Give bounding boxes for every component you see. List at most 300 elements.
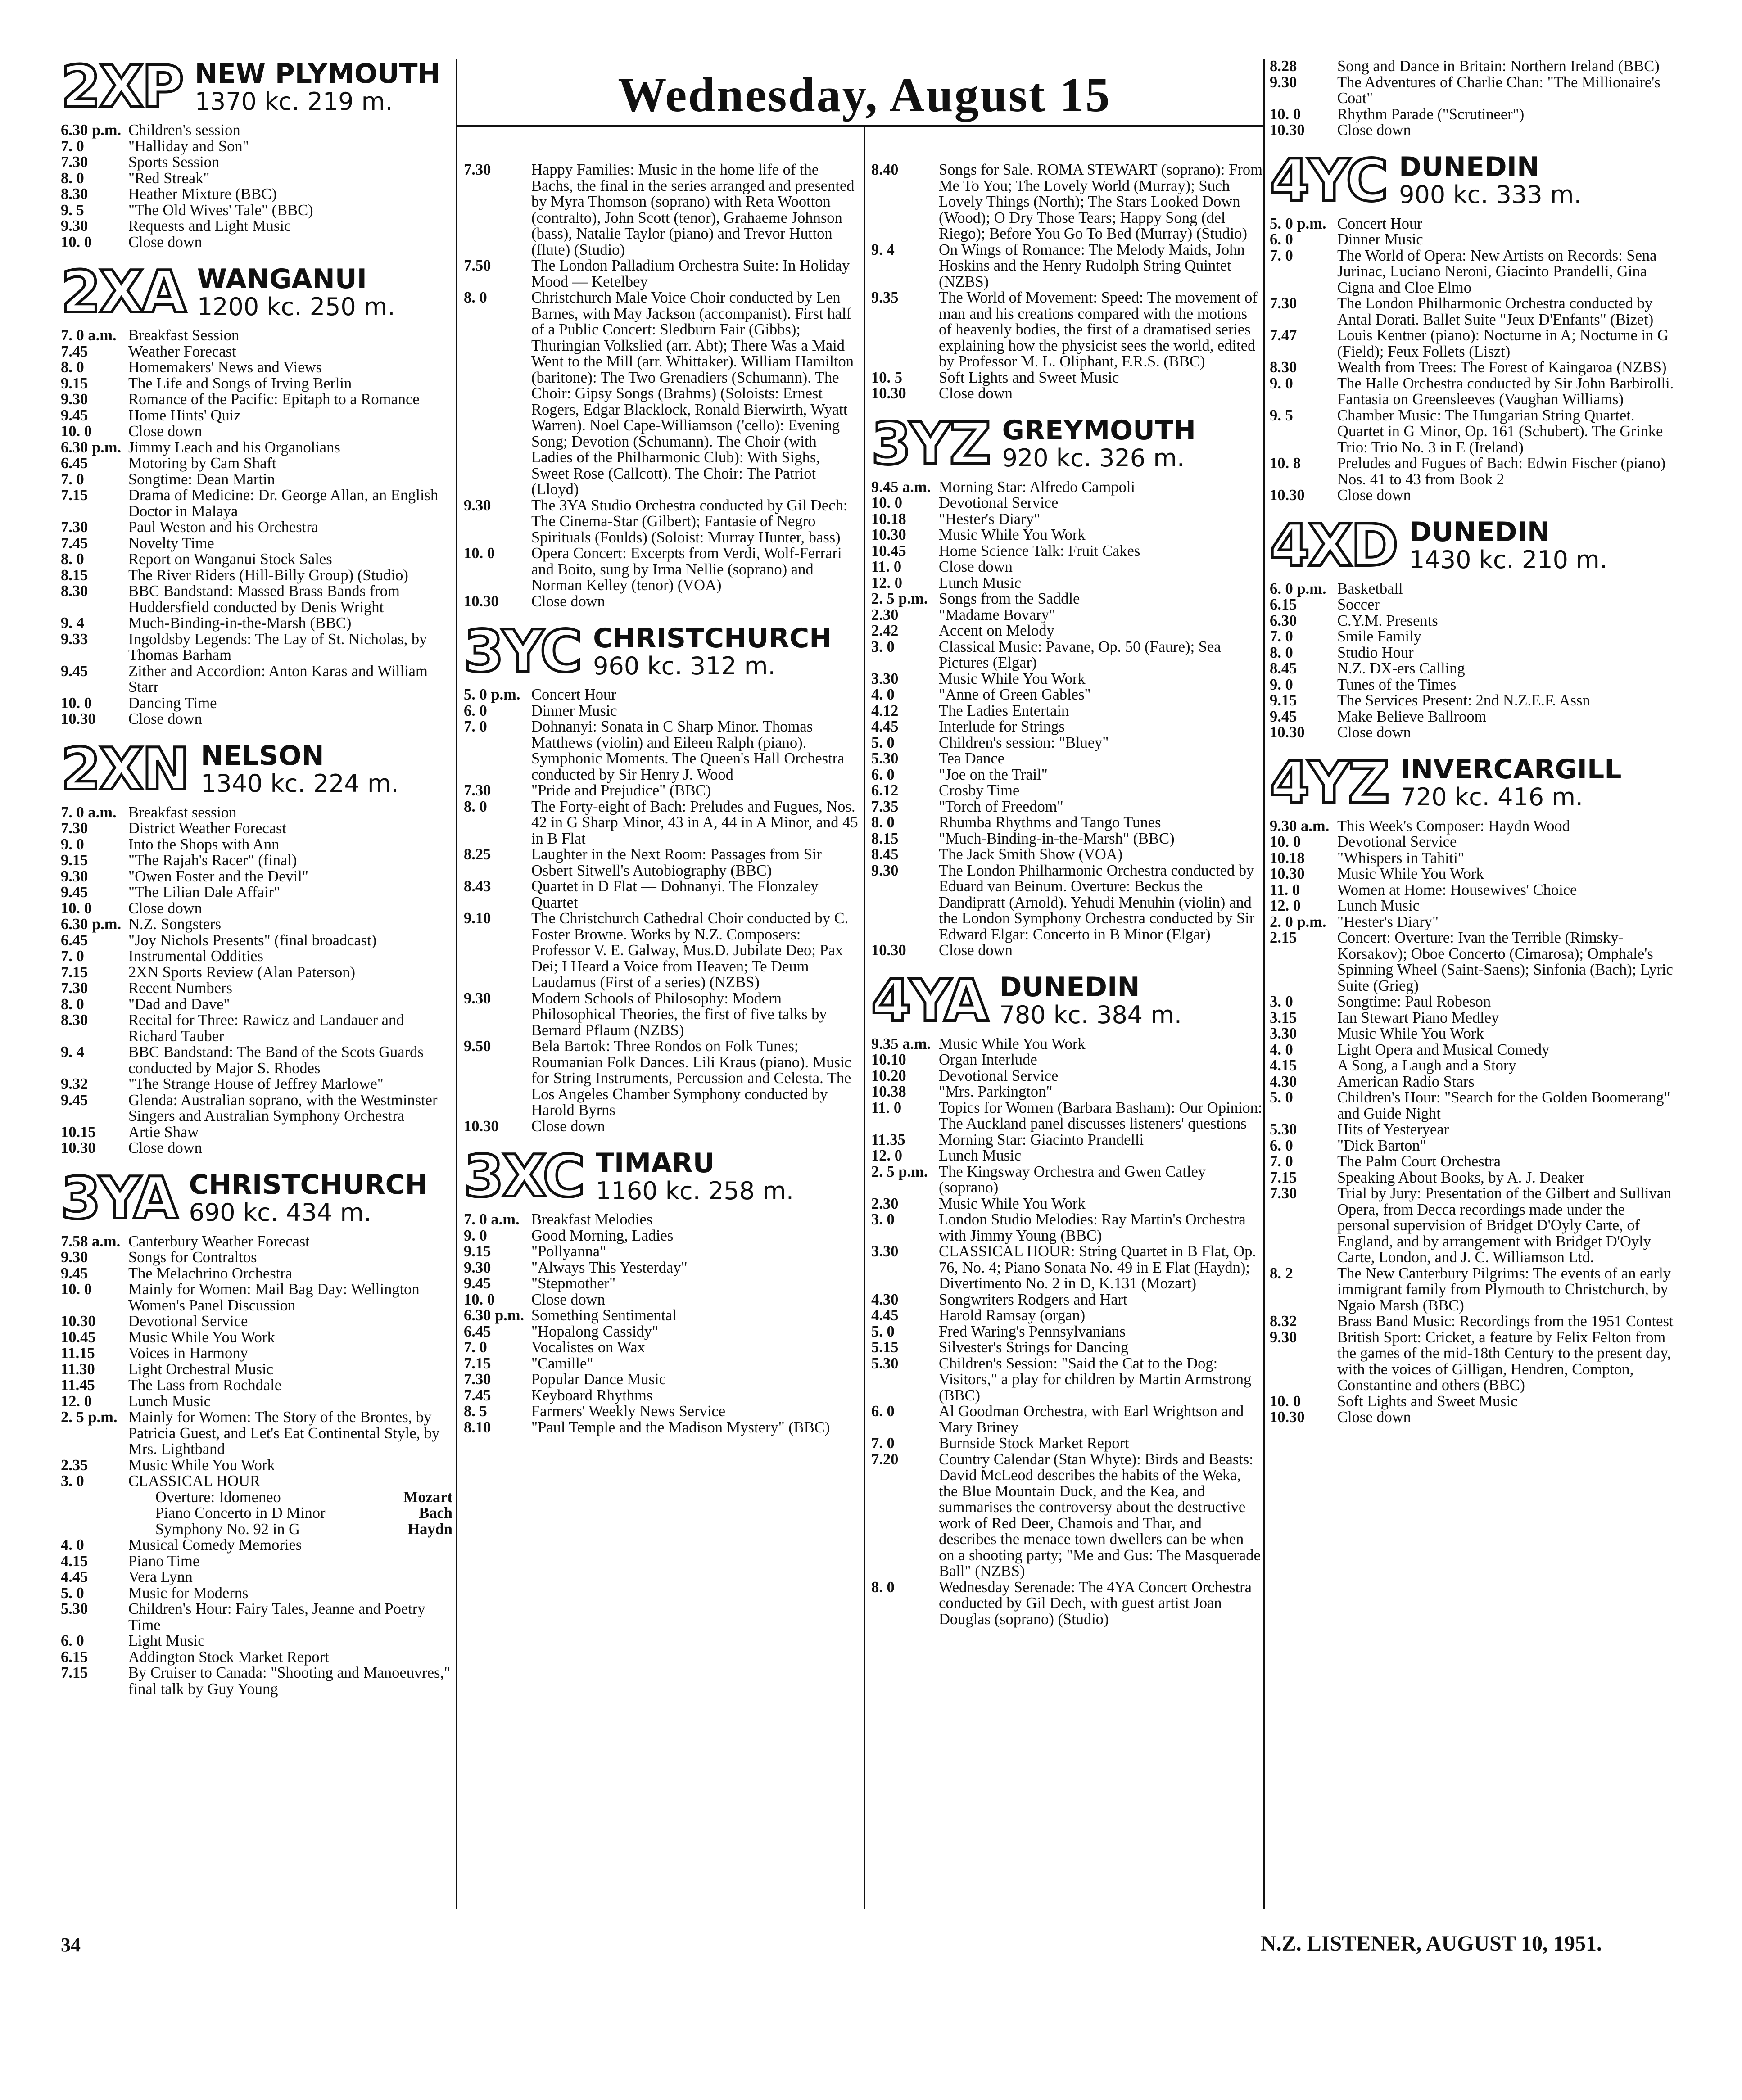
program-entry	[464, 1260, 860, 1276]
program-title: Devotional Service	[939, 494, 1059, 511]
program-time: 10.30	[1270, 724, 1305, 741]
program-title: Close down	[1337, 724, 1411, 741]
program-entry	[1270, 1074, 1675, 1090]
program-entry	[464, 1292, 860, 1308]
program-time: 7.35	[871, 798, 899, 815]
program-time: 8.28	[1270, 58, 1297, 75]
callsign: 4YC	[1270, 147, 1387, 214]
program-title: Concert Hour	[531, 686, 616, 703]
program-title: "Camille"	[531, 1355, 593, 1372]
program-entry	[871, 1244, 1263, 1292]
program-title: Hits of Yesteryear	[1337, 1121, 1449, 1138]
column-2	[464, 162, 860, 1436]
program-entry	[61, 1585, 452, 1602]
program-title: Children's session	[128, 122, 240, 139]
program-entry	[61, 583, 452, 615]
callsign: 2XA	[61, 259, 185, 326]
program-entry	[871, 370, 1263, 386]
station-3xc	[464, 1143, 860, 1210]
program-time: 9.45	[464, 1275, 491, 1292]
program-entry	[61, 122, 452, 139]
program-time: 7. 0	[464, 1339, 487, 1356]
program-title: Wednesday Serenade: The 4YA Concert Orchestra conducted by Gil Dech, with guest artist Joan Douglas (soprano) (Studio)	[939, 1578, 1252, 1628]
program-entry	[61, 615, 452, 632]
program-title: Children's Hour: Fairy Tales, Jeanne and Poetry Time	[128, 1600, 425, 1634]
station-frequency: 1340 kc. 224 m.	[200, 769, 399, 798]
program-title: Into the Shops with Ann	[128, 835, 280, 853]
program-title: Much-Binding-in-the-Marsh (BBC)	[128, 614, 352, 632]
program-title: CLASSICAL HOUR: String Quartet in B Flat, Op. 76, No. 4; Piano Sonata No. 49 in E Flat (Haydn); Divertimento No. 2 in D, K.131 (Mozart)	[939, 1243, 1257, 1292]
program-time: 9.35	[871, 289, 899, 306]
program-entry	[464, 1119, 860, 1135]
program-time: 9. 4	[61, 614, 84, 632]
program-title: Recent Numbers	[128, 980, 232, 997]
program-time: 7.45	[464, 1386, 491, 1404]
program-time: 6.45	[61, 931, 88, 949]
program-time: 8. 0	[464, 798, 487, 815]
program-time: 4. 0	[61, 1536, 84, 1554]
program-entry	[1270, 232, 1675, 248]
program-title: Rhythm Parade ("Scrutineer")	[1337, 105, 1525, 123]
program-entry	[871, 799, 1263, 815]
station-3yc	[464, 618, 860, 685]
program-entry	[61, 695, 452, 712]
callsign: 2XP	[61, 54, 182, 121]
program-title: The Melachrino Orchestra	[128, 1265, 293, 1282]
program-title: Music While You Work	[939, 526, 1086, 543]
program-entry	[61, 186, 452, 203]
program-title: Louis Kentner (piano): Nocturne in A; Nocturne in G (Field); Feux Follets (Liszt)	[1337, 327, 1669, 360]
station-3ya	[61, 1165, 452, 1232]
program-entry	[1270, 456, 1675, 488]
program-entry	[871, 1308, 1263, 1324]
program-time: 6. 0 p.m.	[1270, 580, 1326, 597]
program-time: 4. 0	[1270, 1041, 1293, 1058]
program-entry	[871, 1196, 1263, 1212]
station-frequency: 1160 kc. 258 m.	[596, 1176, 794, 1205]
program-title: Quartet in D Flat — Dohnanyi. The Flonzaley Quartet	[531, 878, 819, 911]
program-time: 9. 0	[61, 835, 84, 853]
program-title: "Much-Binding-in-the-Marsh" (BBC)	[939, 830, 1175, 847]
callsign: 3YZ	[871, 410, 990, 478]
program-entry	[464, 162, 860, 258]
program-title: District Weather Forecast	[128, 820, 287, 837]
program-entry	[61, 1346, 452, 1362]
program-entry	[464, 1276, 860, 1292]
program-time: 8.30	[61, 583, 88, 600]
program-time: 4.45	[61, 1568, 88, 1585]
program-title: Good Morning, Ladies	[531, 1227, 674, 1244]
station-city: DUNEDIN	[1409, 516, 1550, 548]
program-title: Paul Weston and his Orchestra	[128, 519, 319, 536]
program-title: Silvester's Strings for Dancing	[939, 1339, 1129, 1356]
program-entry	[871, 1292, 1263, 1308]
program-title: "Dick Barton"	[1337, 1137, 1426, 1154]
program-time: 10. 0	[464, 1291, 495, 1308]
program-title: Children's Hour: "Search for the Golden Boomerang" and Guide Night	[1337, 1089, 1670, 1122]
program-entry	[1270, 1138, 1675, 1154]
program-time: 3. 0	[871, 638, 895, 655]
program-time: 4.30	[1270, 1073, 1297, 1090]
program-title: BBC Bandstand: Massed Brass Bands from Huddersfield conducted by Denis Wright	[128, 583, 400, 616]
program-entry	[61, 1282, 452, 1314]
program-entry	[871, 591, 1263, 607]
program-time: 9. 5	[61, 201, 84, 219]
program-entry	[1270, 994, 1675, 1010]
program-time: 5.15	[871, 1339, 899, 1356]
program-time: 9.30 a.m.	[1270, 817, 1330, 835]
program-time: 8. 0	[871, 814, 895, 831]
program-time: 8.15	[61, 566, 88, 584]
program-entry	[61, 1140, 452, 1156]
program-title: Concert: Overture: Ivan the Terrible (Rimsky-Korsakov); Oboe Concerto (Cimarosa); Omphale's Spinning Wheel (Saint-Saens); Sinfonia (Bach); Lyric Suite (Grieg)	[1337, 929, 1673, 994]
program-entry	[464, 1308, 860, 1324]
program-time: 7.30	[1270, 1185, 1297, 1202]
program-title: Artie Shaw	[128, 1123, 199, 1141]
program-title: "Red Streak"	[128, 169, 210, 187]
program-title: "Stepmother"	[531, 1275, 616, 1292]
program-time: 3.30	[871, 1243, 899, 1260]
program-title: "Whispers in Tahiti"	[1337, 849, 1464, 867]
program-entry	[871, 623, 1263, 639]
program-title: On Wings of Romance: The Melody Maids, John Hoskins and the Henry Rudolph String Quintet (NZBS)	[939, 241, 1245, 290]
program-list	[61, 805, 452, 1156]
program-title: Songtime: Dean Martin	[128, 470, 275, 488]
program-title: Make Believe Ballroom	[1337, 708, 1487, 725]
program-title: Piano Time	[128, 1552, 200, 1570]
program-time: 8.43	[464, 878, 491, 895]
program-title: American Radio Stars	[1337, 1073, 1475, 1090]
program-title: Jimmy Leach and his Organolians	[128, 438, 340, 456]
program-entry	[464, 1372, 860, 1388]
program-title: Music While You Work	[1337, 865, 1484, 882]
program-time: 7.15	[61, 487, 88, 504]
program-title: Romance of the Pacific: Epitaph to a Romance	[128, 391, 420, 408]
program-entry	[1270, 661, 1675, 677]
program-entry	[871, 1452, 1263, 1580]
program-time: 4. 0	[871, 686, 895, 703]
program-title: "Paul Temple and the Madison Mystery" (BBC)	[531, 1418, 830, 1436]
program-time: 7.15	[464, 1355, 491, 1372]
program-title: Close down	[939, 942, 1013, 959]
program-time: 8.30	[61, 1012, 88, 1029]
program-title: Basketball	[1337, 580, 1403, 597]
program-title: Farmers' Weekly News Service	[531, 1403, 726, 1420]
program-list	[61, 122, 452, 250]
program-title: "Halliday and Son"	[128, 137, 249, 155]
program-entry	[871, 543, 1263, 560]
program-title: Mainly for Women: The Story of the Brontes, by Patricia Guest, and Let's Eat Continental Style, by Mrs. Lightband	[128, 1409, 440, 1458]
program-entry	[871, 1148, 1263, 1164]
program-entry	[1270, 1154, 1675, 1170]
program-time: 8. 0	[61, 359, 84, 376]
program-entry	[464, 991, 860, 1039]
program-list	[1270, 216, 1675, 504]
program-title: "The Lilian Dale Affair"	[128, 884, 280, 901]
program-title: The Halle Orchestra conducted by Sir John Barbirolli. Fantasia on Greensleeves (Vaughan Williams)	[1337, 375, 1674, 408]
program-title: The 3YA Studio Orchestra conducted by Gil Dech: The Cinema-Star (Gilbert); Fantasie of Negro Spirituals (Foulds) (Soloist: Murray Hunter, bass)	[531, 497, 848, 546]
station-frequency: 780 kc. 384 m.	[999, 1001, 1182, 1030]
program-entry	[1270, 693, 1675, 709]
program-title: Music While You Work	[1337, 1025, 1484, 1042]
program-list	[871, 479, 1263, 959]
column-4	[1270, 59, 1675, 1426]
program-entry	[1270, 1409, 1675, 1426]
program-title: Music While You Work	[939, 1035, 1086, 1052]
program-time: 5. 0 p.m.	[1270, 215, 1326, 232]
program-title: Songs for Sale. ROMA STEWART (soprano): From Me To You; The Lovely World (Murray); Such Lovely Things (North); The Stars Looked Down (Wood); O Dry Those Tears; Happy Song (del Riego); Before You Go To Bed (Murray) (Studio)	[939, 161, 1262, 242]
program-title: 2XN Sports Review (Alan Paterson)	[128, 963, 356, 981]
program-entry	[1270, 248, 1675, 296]
program-title: Report on Wanganui Stock Sales	[128, 551, 332, 568]
header-rule	[456, 125, 1265, 127]
program-title: Vera Lynn	[128, 1568, 193, 1585]
program-entry	[1270, 328, 1675, 360]
program-title: Harold Ramsay (organ)	[939, 1307, 1086, 1324]
program-time: 9.30	[61, 1249, 88, 1266]
program-entry	[61, 551, 452, 568]
program-time: 10. 0	[1270, 833, 1301, 850]
program-title: Song and Dance in Britain: Northern Ireland (BBC)	[1337, 58, 1660, 75]
program-title: Breakfast Melodies	[531, 1211, 653, 1228]
program-title: "Owen Foster and the Devil"	[128, 867, 308, 885]
program-title: Accent on Melody	[939, 622, 1054, 639]
program-entry	[871, 1164, 1263, 1196]
program-entry	[1270, 677, 1675, 693]
program-entry	[871, 767, 1263, 783]
program-entry	[464, 594, 860, 610]
program-title: "Hester's Diary"	[1337, 913, 1439, 930]
program-title: Close down	[128, 233, 202, 251]
program-entry	[464, 719, 860, 783]
program-title: The Christchurch Cathedral Choir conducted by C. Foster Browne. Works by N.Z. Composers: Professor V. E. Galway, Mus.D. Jubilate Deo; Pax Dei; I Heard a Voice from Heaven; Te Deum Laudamus (First of a series) (NZBS)	[531, 910, 849, 991]
program-entry	[61, 218, 452, 235]
program-entry	[871, 1052, 1263, 1068]
program-title: Modern Schools of Philosophy: Modern Philosophical Theories, the first of five talks by Bernard Pflaum (NZBS)	[531, 989, 827, 1039]
program-entry	[1270, 122, 1675, 139]
program-time: 8. 0	[1270, 644, 1293, 661]
program-title: The Ladies Entertain	[939, 702, 1069, 719]
column-rule	[456, 59, 457, 1909]
program-title: Light Music	[128, 1632, 205, 1649]
program-entry	[1270, 1170, 1675, 1186]
callsign: 3YA	[61, 1165, 176, 1232]
program-title: Weather Forecast	[128, 343, 236, 360]
program-time: 8.30	[1270, 359, 1297, 376]
program-time: 8.45	[1270, 660, 1297, 677]
program-time: 6.45	[61, 455, 88, 472]
program-time: 9. 4	[871, 241, 895, 258]
program-title: Christchurch Male Voice Choir conducted by Len Barnes, with May Jackson (accompanist). First half of a Public Concert: Sledburn Fair (Gibbs); Thuringian Volkslied (arr. Abt); There Was a Maid Went to the Mill (arr. Whittaker). William Hamilton (baritone): The Two Grenadiers (Schumann). The Choir: Gipsy Songs (Brahms) (Soloists: Ernest Rogers, Edgar Blacklock, Ronald Bierwirth, Wyatt Warren). Noel Cape-Williamson ('cello): Evening Song; Devotion (Schumann). The Choir (with Ladies of the Philharmonic Club): With Sighs, Sweet Rose (Callcott). The Choir: The Patriot (Lloyd)	[531, 289, 854, 498]
program-title: Close down	[128, 423, 202, 440]
program-time: 9.45	[1270, 708, 1297, 725]
program-entry	[871, 479, 1263, 496]
program-title: Close down	[531, 1117, 605, 1135]
program-list	[61, 1537, 452, 1697]
program-title: Studio Hour	[1337, 644, 1414, 661]
program-title: Requests and Light Music	[128, 217, 291, 235]
program-time: 9.30	[871, 862, 899, 879]
program-title: Close down	[1337, 122, 1411, 139]
program-time: 8. 0	[871, 1578, 895, 1596]
station-2xa	[61, 259, 452, 326]
program-time: 7. 0	[464, 718, 487, 735]
program-time: 5. 0	[871, 1323, 895, 1340]
program-time: 7.20	[871, 1450, 899, 1468]
program-time: 8.25	[464, 846, 491, 863]
program-title: Soccer	[1337, 596, 1380, 613]
program-entry	[1270, 930, 1675, 994]
program-entry	[1270, 75, 1675, 107]
program-time: 6. 0	[61, 1632, 84, 1649]
program-title: Motoring by Cam Shaft	[128, 455, 276, 472]
program-entry	[1270, 1394, 1675, 1410]
program-time: 12. 0	[871, 574, 902, 592]
program-time: 9.10	[464, 910, 491, 927]
program-time: 2.42	[871, 622, 899, 639]
program-time: 2. 5 p.m.	[871, 590, 928, 607]
program-time: 9.45	[61, 406, 88, 424]
program-time: 9.30	[61, 867, 88, 885]
program-time: 6.30 p.m.	[464, 1307, 525, 1324]
program-title: "The Old Wives' Tale" (BBC)	[128, 201, 313, 219]
program-entry	[464, 847, 860, 879]
program-entry	[61, 1458, 452, 1474]
program-entry	[61, 901, 452, 917]
program-time: 7.50	[464, 257, 491, 274]
program-entry	[464, 1039, 860, 1119]
program-time: 6. 0	[871, 1403, 895, 1420]
program-title: Children's session: "Bluey"	[939, 734, 1109, 751]
program-entry	[464, 1388, 860, 1404]
program-title: Close down	[939, 385, 1013, 402]
program-title: "The Rajah's Racer" (final)	[128, 852, 297, 869]
station-city: GREYMOUTH	[1002, 415, 1196, 447]
program-time: 10. 0	[61, 899, 92, 917]
program-time: 10.18	[871, 510, 906, 528]
program-entry	[61, 1125, 452, 1141]
program-time: 10. 0	[1270, 105, 1301, 123]
program-entry	[61, 664, 452, 695]
program-entry	[871, 386, 1263, 402]
column-1	[61, 54, 452, 1698]
program-entry	[871, 290, 1263, 370]
program-title: N.Z. Songsters	[128, 916, 222, 933]
program-entry	[61, 1601, 452, 1633]
program-time: 8. 2	[1270, 1265, 1293, 1282]
program-entry	[61, 203, 452, 219]
program-entry	[1270, 1186, 1675, 1266]
program-time: 7. 0	[871, 1435, 895, 1452]
program-title: Something Sentimental	[531, 1307, 677, 1324]
program-time: 7.47	[1270, 327, 1297, 344]
program-title: Vocalistes on Wax	[531, 1339, 645, 1356]
program-time: 9.30	[1270, 1328, 1297, 1346]
program-time: 3.30	[871, 670, 899, 687]
program-title: The Kingsway Orchestra and Gwen Catley (soprano)	[939, 1163, 1206, 1196]
program-entry	[871, 687, 1263, 703]
program-title: Soft Lights and Sweet Music	[939, 369, 1119, 386]
program-entry	[61, 408, 452, 424]
program-entry	[871, 1132, 1263, 1148]
program-entry	[871, 1436, 1263, 1452]
program-entry	[464, 799, 860, 847]
program-title: Lunch Music	[939, 1147, 1022, 1164]
program-time: 7. 0	[61, 137, 84, 155]
program-time: 7.30	[61, 980, 88, 997]
program-time: 5. 0	[1270, 1089, 1293, 1106]
composer: Haydn	[407, 1520, 452, 1538]
program-time: 2. 0 p.m.	[1270, 913, 1326, 930]
program-time: 7.45	[61, 534, 88, 552]
program-time: 10. 0	[61, 694, 92, 712]
program-entry	[61, 1266, 452, 1282]
program-title: This Week's Composer: Haydn Wood	[1337, 817, 1570, 835]
program-entry	[871, 607, 1263, 623]
program-entry	[1270, 1314, 1675, 1330]
program-title: London Studio Melodies: Ray Martin's Orchestra with Jimmy Young (BBC)	[939, 1211, 1246, 1244]
program-entry	[1270, 850, 1675, 867]
program-title: Opera Concert: Excerpts from Verdi, Wolf-Ferrari and Boito, sung by Irma Nellie (soprano) and Norman Kelley (tenor) (VOA)	[531, 545, 842, 594]
callsign: 4YA	[871, 967, 987, 1034]
program-title: The Jack Smith Show (VOA)	[939, 846, 1123, 863]
program-title: The London Palladium Orchestra Suite: In Holiday Mood — Ketelbey	[531, 257, 850, 290]
program-entry	[61, 1409, 452, 1458]
program-title: Concert Hour	[1337, 215, 1422, 232]
program-title: Zither and Accordion: Anton Karas and William Starr	[128, 662, 428, 695]
program-title: Crosby Time	[939, 782, 1020, 799]
program-title: Soft Lights and Sweet Music	[1337, 1392, 1518, 1410]
station-city: TIMARU	[596, 1147, 715, 1179]
program-entry	[61, 139, 452, 155]
program-title: "Anne of Green Gables"	[939, 686, 1091, 703]
program-entry	[1270, 898, 1675, 914]
program-time: 11.45	[61, 1377, 95, 1394]
program-time: 11.15	[61, 1345, 95, 1362]
program-title: Smile Family	[1337, 628, 1421, 645]
program-title: Drama of Medicine: Dr. George Allan, an English Doctor in Malaya	[128, 487, 439, 520]
program-entry	[61, 1377, 452, 1394]
program-entry	[61, 837, 452, 853]
station-2xn	[61, 736, 452, 803]
program-title: Brass Band Music: Recordings from the 1951 Contest	[1337, 1313, 1674, 1330]
program-time: 3. 0	[1270, 993, 1293, 1010]
program-time: 9. 4	[61, 1043, 84, 1061]
program-entry	[61, 1012, 452, 1044]
program-title: The World of Movement: Speed: The movement of man and his creations compared with the motions of heavenly bodies, the first of a dramatised series explaining how the physicist sees the world, edited by Professor M. L. Oliphant, F.R.S. (BBC)	[939, 289, 1258, 370]
program-entry	[871, 1100, 1263, 1132]
program-list	[61, 328, 452, 727]
program-entry	[464, 1324, 860, 1340]
program-entry	[1270, 613, 1675, 629]
station-frequency: 720 kc. 416 m.	[1400, 783, 1584, 812]
program-title: Recital for Three: Rawicz and Landauer and Richard Tauber	[128, 1012, 404, 1045]
program-title: Light Opera and Musical Comedy	[1337, 1041, 1550, 1058]
program-time: 10. 5	[871, 369, 902, 386]
program-time: 11.30	[61, 1360, 95, 1378]
program-entry	[871, 1580, 1263, 1628]
program-time: 3.15	[1270, 1009, 1297, 1026]
program-entry	[61, 632, 452, 664]
program-entry	[61, 1362, 452, 1378]
program-title: Voices in Harmony	[128, 1345, 248, 1362]
program-title: Devotional Service	[1337, 833, 1457, 850]
program-title: Organ Interlude	[939, 1051, 1037, 1068]
program-time: 6. 0	[1270, 1137, 1293, 1154]
program-time: 3.30	[1270, 1025, 1297, 1042]
callsign: 2XN	[61, 736, 188, 803]
program-entry	[61, 171, 452, 187]
